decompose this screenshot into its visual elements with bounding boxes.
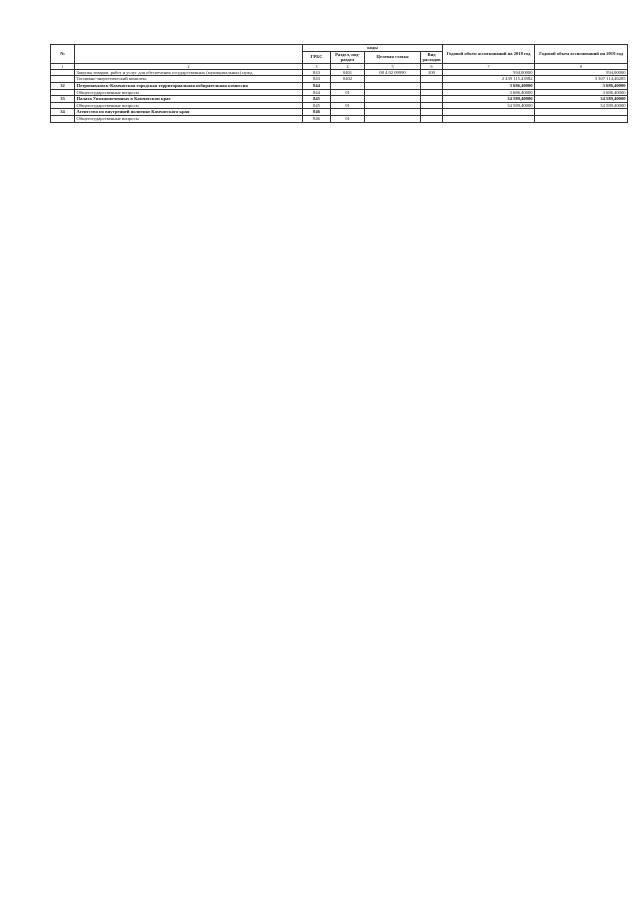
row-target-article: 08 4 02 09990 [365, 69, 421, 76]
row-description: Закупка товаров, работ и услуг для обеспечения государственных (муниципальных) нужд [75, 69, 303, 76]
row-target-article [365, 115, 421, 122]
row-amount-2019: 34 589,40000 [535, 102, 628, 109]
row-number [51, 76, 75, 83]
row-amount-2018: 594,00000 [443, 69, 535, 76]
header-description [75, 45, 303, 64]
index-cell: 4 [331, 63, 365, 69]
row-number [51, 115, 75, 122]
table-row [51, 115, 628, 122]
row-amount-2018: 34 589,40000 [443, 96, 535, 103]
row-description: Топливно-энергетический комплекс [75, 76, 303, 83]
row-amount-2018: 3 686,40000 [443, 89, 535, 96]
row-expense-type [421, 89, 443, 96]
row-target-article [365, 96, 421, 103]
row-amount-2019: 34 589,40000 [535, 96, 628, 103]
row-description: Петропавловск-Камчатская городская территориальная избирательная комиссия [75, 82, 303, 89]
table-row [51, 76, 628, 83]
table-row [51, 102, 628, 109]
row-target-article [365, 109, 421, 116]
index-cell: 5 [365, 63, 421, 69]
table-body [51, 69, 628, 122]
row-target-article [365, 82, 421, 89]
row-section: 01 [331, 89, 365, 96]
row-number [51, 102, 75, 109]
row-description: Палата Уполномоченных в Камчатском крае [75, 96, 303, 103]
header-2018: Годовой объем ассигнований на 2018 год [443, 45, 535, 64]
header-expense-type: Вид расходов [422, 51, 441, 63]
row-number: 32 [51, 82, 75, 89]
row-grbs: 844 [303, 82, 331, 89]
header-target-article: Целевая статья [365, 51, 421, 63]
index-cell: 6 [421, 63, 443, 69]
index-cell: 7 [443, 63, 535, 69]
header-codes: коды [303, 45, 443, 52]
row-section: 01 [331, 115, 365, 122]
row-grbs: 845 [303, 96, 331, 103]
table-row [51, 96, 628, 103]
table-row [51, 82, 628, 89]
row-amount-2019: 3 686,40000 [535, 82, 628, 89]
row-number: 34 [51, 109, 75, 116]
document-page [10, 0, 629, 123]
row-amount-2018: 3 686,40000 [443, 82, 535, 89]
row-section [331, 109, 365, 116]
table-row [51, 109, 628, 116]
table-row [51, 89, 628, 96]
row-description: Агентство по внутренней политике Камчатского края [75, 109, 303, 116]
row-section: 0401 [331, 69, 365, 76]
row-number [51, 89, 75, 96]
row-section [331, 82, 365, 89]
row-grbs: 845 [303, 102, 331, 109]
row-amount-2019: 3 686,40000 [535, 89, 628, 96]
header-section: Раздел, под-раздел [331, 51, 365, 63]
row-amount-2018 [443, 109, 535, 116]
row-expense-type [421, 82, 443, 89]
budget-table [50, 44, 628, 123]
row-amount-2019: 594,00000 [535, 69, 628, 76]
row-expense-type [421, 76, 443, 83]
row-section: 0402 [331, 76, 365, 83]
row-expense-type [421, 115, 443, 122]
row-amount-2019: 3 307 114,46285 [535, 76, 628, 83]
row-number [51, 69, 75, 76]
table-row [51, 69, 628, 76]
header-2019: Годовой объем ассигнований на 2019 год [535, 45, 628, 64]
header-no: № [51, 45, 75, 64]
row-expense-type [421, 102, 443, 109]
row-grbs: 843 [303, 69, 331, 76]
row-grbs: 843 [303, 76, 331, 83]
row-grbs: 846 [303, 115, 331, 122]
row-grbs: 844 [303, 89, 331, 96]
index-cell: 8 [535, 63, 628, 69]
row-description: Общегосударственные вопросы [75, 89, 303, 96]
row-amount-2018: 34 589,40000 [443, 102, 535, 109]
row-section [331, 96, 365, 103]
row-amount-2019 [535, 115, 628, 122]
row-expense-type [421, 109, 443, 116]
row-number: 33 [51, 96, 75, 103]
row-target-article [365, 102, 421, 109]
row-description: Общегосударственные вопросы [75, 102, 303, 109]
row-amount-2018: 2 439 115,43982 [443, 76, 535, 83]
row-amount-2019 [535, 109, 628, 116]
row-amount-2018 [443, 115, 535, 122]
header-grbs: ГРБС [303, 51, 331, 63]
row-section: 01 [331, 102, 365, 109]
row-grbs: 846 [303, 109, 331, 116]
index-cell: 1 [51, 63, 75, 69]
index-cell: 3 [303, 63, 331, 69]
row-description: Общегосударственные вопросы [75, 115, 303, 122]
row-expense-type [421, 96, 443, 103]
row-target-article [365, 89, 421, 96]
row-target-article [365, 76, 421, 83]
index-cell: 2 [75, 63, 303, 69]
row-expense-type: 200 [421, 69, 443, 76]
